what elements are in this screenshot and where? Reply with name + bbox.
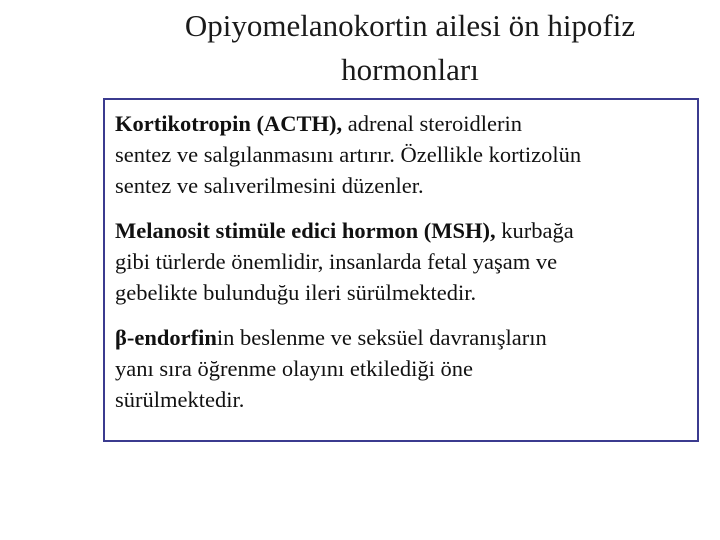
paragraph-line (115, 215, 697, 246)
paragraph-line (115, 322, 697, 353)
paragraph-line (115, 108, 697, 139)
title-line-1: Opiyomelanokortin ailesi ön hipofiz (184, 8, 636, 43)
paragraph-text: kurbağa (495, 218, 574, 243)
term-beta-endorphin: β-endorfin (115, 325, 217, 350)
paragraph-line: yanı sıra öğrenme olayını etkilediği öne (115, 356, 474, 381)
paragraph-line: gibi türlerde önemlidir, insanlarda fetal yaşam ve (115, 249, 558, 274)
term-acth: Kortikotropin (ACTH), (115, 111, 343, 136)
content-box (103, 98, 699, 442)
slide-title (100, 4, 720, 92)
title-line-2: hormonları (341, 52, 479, 87)
paragraph-line: sentez ve salgılanmasını artırır. Özellikle kortizolün (115, 142, 582, 167)
term-msh: Melanosit stimüle edici hormon (MSH), (115, 218, 496, 243)
paragraph-text: in beslenme ve seksüel davranışların (216, 325, 547, 350)
paragraph-line: gebelikte bulunduğu ileri sürülmektedir. (115, 280, 477, 305)
paragraph-text: adrenal steroidlerin (342, 111, 523, 136)
paragraph-acth (115, 108, 697, 201)
paragraph-line: sürülmektedir. (115, 387, 245, 412)
paragraph-msh (115, 215, 697, 308)
paragraph-line: sentez ve salıverilmesini düzenler. (115, 173, 424, 198)
paragraph-beta-endorphin (115, 322, 697, 415)
